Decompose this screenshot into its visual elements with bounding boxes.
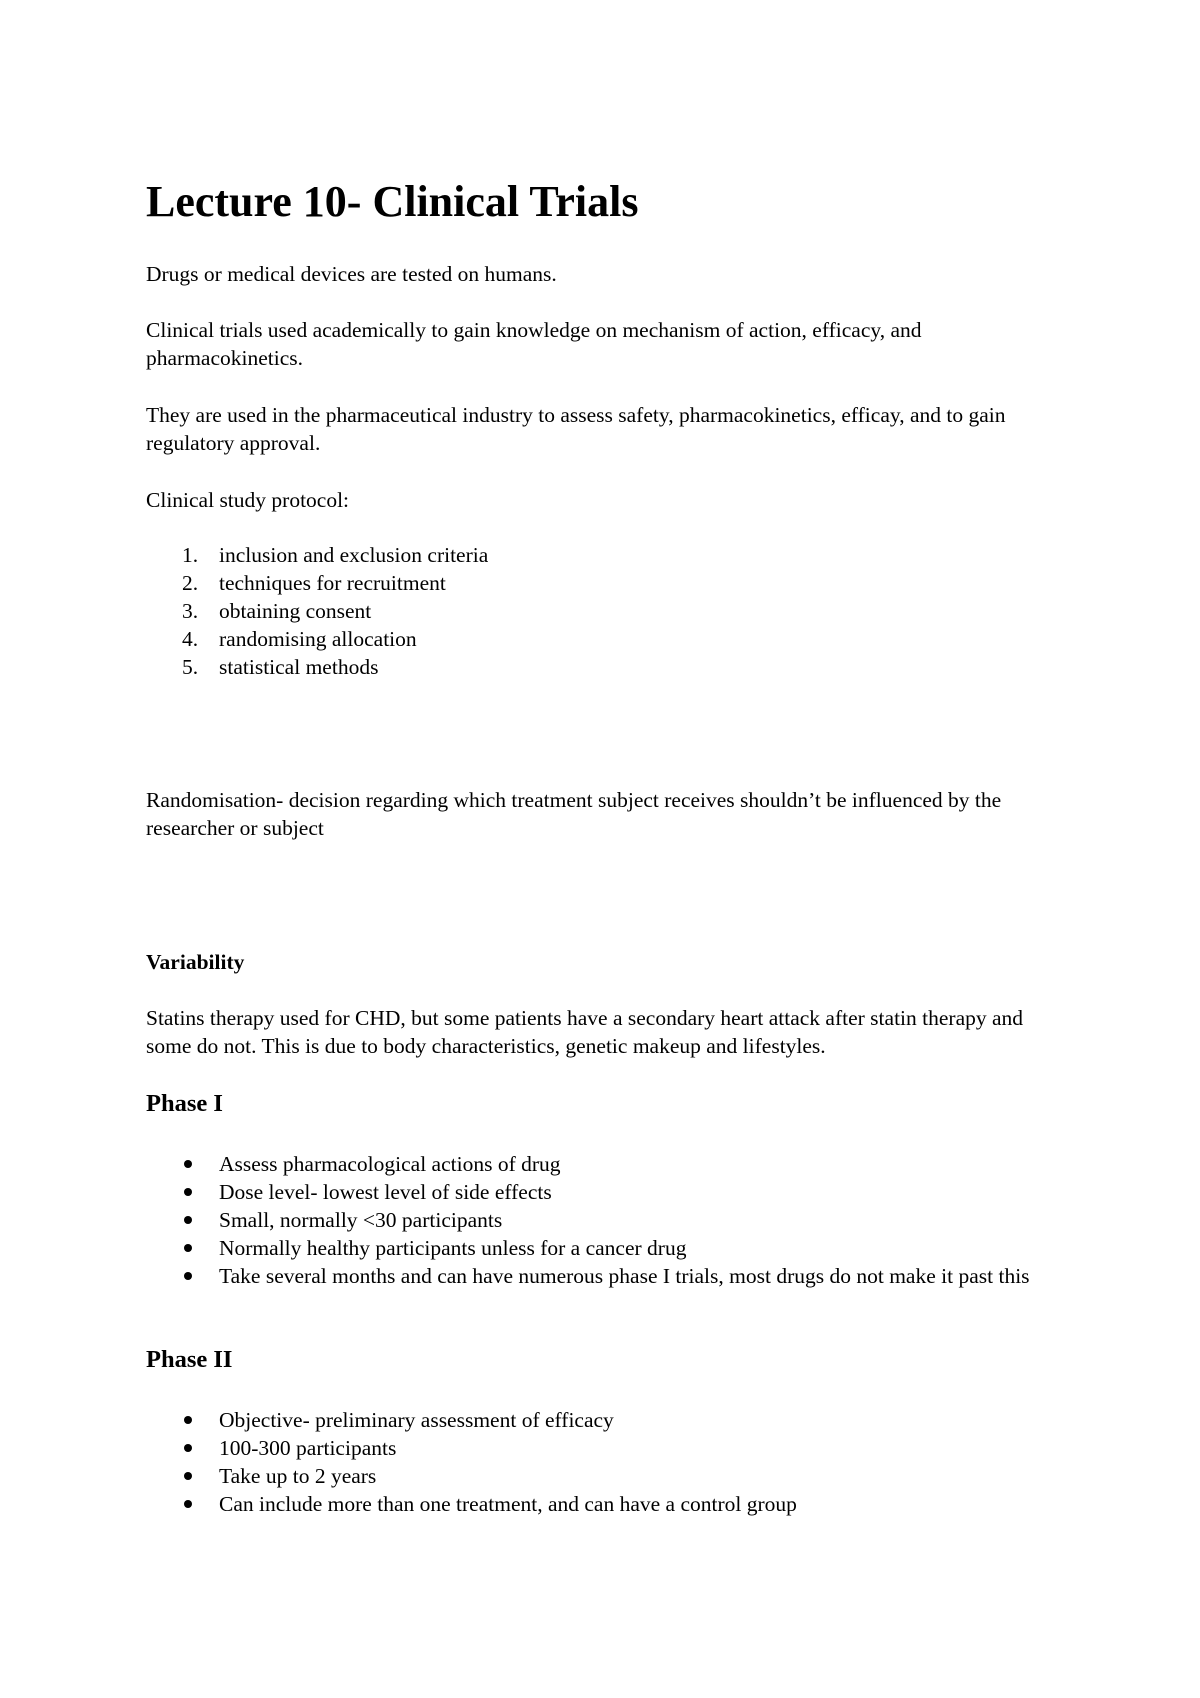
list-item <box>146 625 1066 653</box>
bullet-icon <box>184 1416 192 1424</box>
list-item <box>146 1406 1066 1434</box>
list-item <box>146 597 1066 625</box>
list-item-text: Objective- preliminary assessment of efficacy <box>219 1408 614 1432</box>
list-number: 1. <box>182 543 199 567</box>
list-item-text: Small, normally <30 participants <box>219 1208 503 1232</box>
list-number: 3. <box>182 599 199 623</box>
intro-paragraph-2: Clinical trials used academically to gain knowledge on mechanism of action, efficacy, and pharmacokinetics. <box>146 318 922 370</box>
list-item-text: Take up to 2 years <box>219 1464 377 1488</box>
list-number: 4. <box>182 627 199 651</box>
bullet-icon <box>184 1272 192 1280</box>
bullet-icon <box>184 1472 192 1480</box>
phase1-list <box>146 1150 1066 1290</box>
list-item-text: randomising allocation <box>219 627 417 651</box>
document-page <box>146 0 1066 1698</box>
variability-paragraph: Statins therapy used for CHD, but some patients have a secondary heart attack after statin therapy and some do not. This is due to body characteristics, genetic makeup and lifestyles. <box>146 1006 1024 1058</box>
list-item-text: 100-300 participants <box>219 1436 397 1460</box>
protocol-list <box>146 541 1066 681</box>
list-item <box>146 1262 1066 1290</box>
page-title: Lecture 10- Clinical Trials <box>146 177 639 226</box>
list-number: 5. <box>182 655 199 679</box>
bullet-icon <box>184 1188 192 1196</box>
randomisation-paragraph: Randomisation- decision regarding which treatment subject receives shouldn’t be influenced by the researcher or subject <box>146 788 1002 840</box>
list-item-text: obtaining consent <box>219 599 372 623</box>
list-item-text: Take several months and can have numerous phase I trials, most drugs do not make it past this <box>219 1264 1030 1288</box>
list-item <box>146 1434 1066 1462</box>
list-item <box>146 541 1066 569</box>
protocol-heading: Clinical study protocol: <box>146 488 350 512</box>
list-item-text: statistical methods <box>219 655 379 679</box>
bullet-icon <box>184 1444 192 1452</box>
list-item-text: Assess pharmacological actions of drug <box>219 1152 561 1176</box>
variability-heading: Variability <box>146 950 245 974</box>
list-item-text: techniques for recruitment <box>219 571 446 595</box>
list-item <box>146 653 1066 681</box>
phase2-list <box>146 1406 1066 1518</box>
list-item <box>146 1490 1066 1518</box>
list-item <box>146 1234 1066 1262</box>
bullet-icon <box>184 1244 192 1252</box>
intro-paragraph-1: Drugs or medical devices are tested on humans. <box>146 262 557 286</box>
list-item <box>146 1206 1066 1234</box>
list-item <box>146 569 1066 597</box>
list-item-text: Can include more than one treatment, and can have a control group <box>219 1492 797 1516</box>
bullet-icon <box>184 1216 192 1224</box>
bullet-icon <box>184 1160 192 1168</box>
phase1-heading: Phase I <box>146 1090 223 1117</box>
list-item <box>146 1150 1066 1178</box>
phase2-heading: Phase II <box>146 1346 233 1373</box>
list-item-text: Normally healthy participants unless for a cancer drug <box>219 1236 687 1260</box>
list-item <box>146 1178 1066 1206</box>
list-item <box>146 1462 1066 1490</box>
list-item-text: Dose level- lowest level of side effects <box>219 1180 552 1204</box>
list-item-text: inclusion and exclusion criteria <box>219 543 489 567</box>
list-number: 2. <box>182 571 199 595</box>
intro-paragraph-3: They are used in the pharmaceutical industry to assess safety, pharmacokinetics, efficay, and to gain regulatory approval. <box>146 403 1006 455</box>
bullet-icon <box>184 1500 192 1508</box>
